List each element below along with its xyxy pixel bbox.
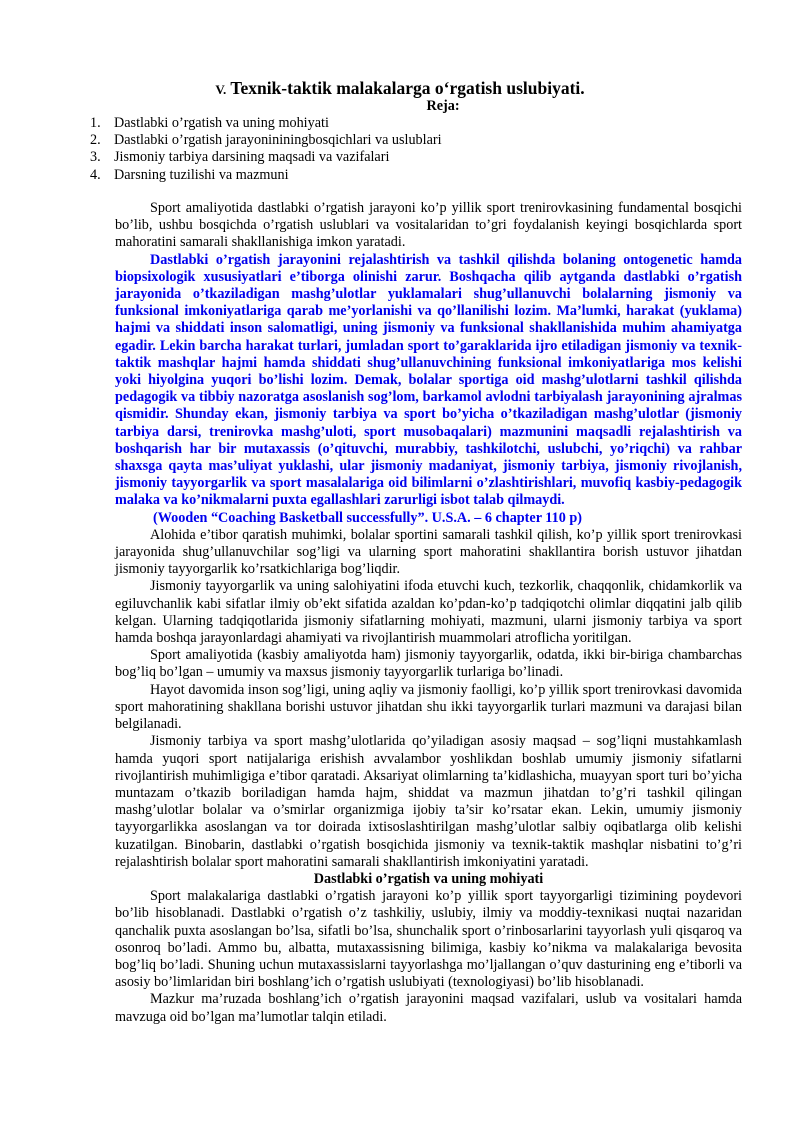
plan-label: Reja: — [426, 98, 460, 114]
plan-item-number: 2. — [90, 132, 101, 149]
chapter-title: Texnik-taktik malakalarga o‘rgatish uslubiyati. — [230, 78, 585, 98]
plan-item — [90, 149, 740, 166]
plan-list — [90, 115, 740, 184]
page-title — [0, 78, 800, 100]
plan-item — [90, 167, 740, 184]
paragraph: Mazkur ma’ruzada boshlang’ich o’rgatish jarayonini maqsad vazifalari, uslub va vositalari hamda mavzuga oid bo’lgan ma’lumotlar talqin etiladi. — [115, 991, 742, 1025]
plan-item-number: 3. — [90, 149, 101, 166]
paragraph: Sport amaliyotida dastlabki o’rgatish jarayoni ko’p yillik sport trenirovkasining fundamental bosqichi bo’lib, ushbu bosqichda o’rgatish uslublari va vositalaridan to’gri foydalanish keyingi bosqichlarda sport mahoratini samarali shakllanishiga imkon yaratadi. — [115, 200, 742, 251]
paragraph: Alohida e’tibor qaratish muhimki, bolalar sportini samarali tashkil qilish, ko’p yillik sport trenirovkasi jarayonida shug’ullanuvchilar sog’ligi va ularning sport mahoratini shakllantira borish ustuvor jihatdan jismoniy tayyorgarlik ko’rsatkichlariga bog’liqdir. — [115, 526, 742, 578]
highlighted-paragraph: Dastlabki o’rgatish jarayonini rejalashtirish va tashkil qilishda bolaning ontogenetic hamda biopsixologik xususiyatlari e’tiborga olinishi zarur. Boshqacha qilib aytganda dastlabki o’rgatish jarayonida o’tkaziladigan mashg’ulotlar yuklamalari shug’ullanuvchi bolalarning jismoniy va funksional imkoniyatlariga qarab me’yorlanishi va qo’llanilishi lozim. Ma’lumki, harakat (yuklama) hajmi va shiddati inson salomatligi, uning jismoniy va funksional shakllanishida muhim ahamiyatga egadir. Lekin barcha harakat turlari, jumladan sport to’garaklarida ijro etiladigan jismoniy va texnik-taktik mashqlar hajmi hamda shiddati shug’ullanuvchining funksional imkoniyatlariga mos kelishi yoki hiyolgina yuqori bo’lishi lozim. Demak, bolalar sportiga oid mashg’ulotlarni tashkil qilishda pedagogik va tibbiy nazoratga asoslanish sog’lom, barkamol avlodni tarbiyalash jarayonining ajralmas qismidir. Shunday ekan, jismoniy tarbiya va sport bo’yicha o’tkaziladigan mashg’ulotlar (jismoniy tarbiya darsi, trenirovka mashg’uloti, sport musobaqalari) mazmunini maqsadli rejalashtirish va boshqarish har bir mutaxassis (o’qituvchi, murabbiy, tashkilotchi, uslubchi, yo’riqchi) va rahbar shaxsga qayta mas’uliyat yuklashi, ular jismoniy madaniyat, jismoniy tarbiya, jismoniy rivojlanish, jismoniy tayyorgarlik va sport masalalariga oid bilimlarni o’zlashtirishlari, muvofiq kasbiy-pedagogik malaka va ko’nikmalarni puxta egallashlari zarurligi isbot talab qilmaydi. — [115, 251, 742, 509]
plan-item-text: Darsning tuzilishi va mazmuni — [114, 166, 289, 183]
paragraph: Sport malakalariga dastlabki o’rgatish jarayoni ko’p yillik sport tayyorgarligi tizimining poydevori bo’lib hisoblanadi. Dastlabki o’rgatish o’z tashkiliy, uslubiy, ilmiy va moddiy-texnikasi nuqtai nazaridan qanchalik puxta asoslangan bo’lsa, sifatli bo’lsa, shunchalik sport o’rinbosarlarini tayyorlash yuli qisqaroq va osonroq bo’ladi. Ammo bu, albatta, mutaxassisning bilimiga, kasbiy ko’nikma va malakalariga bevosita bog’liq bo’ladi. Shuning uchun mutaxassislarni tayyorlashga mo’ljallangan o’quv dasturining eng e’tiborli va asosiy bo’limlaridan biri boshlang’ich o’rgatish uslubiyati (texnologiyasi) bo’lib hisoblanadi. — [115, 888, 742, 991]
section-heading: Dastlabki o’rgatish va uning mohiyati — [313, 870, 544, 887]
plan-item-number: 1. — [90, 115, 101, 131]
paragraph: Jismoniy tarbiya va sport mashg’ulotlarida qo’yiladigan asosiy maqsad – sog’liqni mustahkamlash hamda yuqori sport natijalariga erishish avvalambor yoshlikdan boshlab umumiy jismoniy sifatlarni rivojlantirish muhimligiga e’tibor qaratadi. Aksariyat olimlarning ta’kidlashicha, muayyan sport turi bo’yicha muntazam o’tkazib boriladigan hamda hajm, shiddat va mazmun jihatdan to’g’ri tashkil qilingan mashg’ulotlar bolalar va o’smirlar organizmiga ijobiy ta’sir ko’rsatar ekan. Lekin, umumiy jismoniy tayyorgarlikka asoslangan va tor doirada ixtisoslashtirilgan mashg’ulotlar salbiy oqibatlarga olib kelishi kuzatilgan. Binobarin, dastlabki o’rgatish bosqichida jismoniy va texnik-taktik mashqlar nisbatini to’g’ri rejalashtirish bolalar sport mahoratini samarali shakllantirish imkoniyatini yaratadi. — [115, 733, 742, 870]
document-body — [115, 200, 742, 1026]
plan-item-text: Dastlabki o’rgatish va uning mohiyati — [114, 115, 329, 131]
paragraph: Hayot davomida inson sog’ligi, uning aqliy va jismoniy faolligi, ko’p yillik sport trenirovkasi davomida sport mahoratining shakllana borishi ustuvor jihatdan shu ikki tayyorgarlik turlari mazmuni va darajasi bilan belgilanadi. — [115, 681, 742, 733]
plan-item-text: Dastlabki o’rgatish jarayonininingbosqichlari va uslublari — [114, 132, 442, 149]
paragraph: Jismoniy tayyorgarlik va uning salohiyatini ifoda etuvchi kuch, tezkorlik, chaqqonlik, chidamkorlik va egiluvchanlik kabi sifatlar ilmiy ob’ekt sifatida azaldan ko’pdan-ko’p tadqiqotchi olimlar diqqatini jalb qilib kelgan. Ularning tadqiqotlarida jismoniy sifatlarning mohiyati, mazmuni, ularni jismoniy tarbiya va sport hamda boshqa jarayonlardagi ahamiyati va rivojlantirish muammolari atroflicha yoritilgan. — [115, 578, 742, 647]
chapter-number: V. — [215, 82, 227, 97]
paragraph: Sport amaliyotida (kasbiy amaliyotda ham) jismoniy tayyorgarlik, odatda, ikki bir-biriga chambarchas bog’liq bo’lgan – umumiy va maxsus jismoniy tayyorgarlik turlariga bo’linadi. — [115, 647, 742, 681]
citation: (Wooden “Coaching Basketball successfully”. U.S.A. – 6 chapter 110 p) — [153, 509, 582, 526]
plan-item-text: Jismoniy tarbiya darsining maqsadi va vazifalari — [114, 149, 390, 166]
plan-item-number: 4. — [90, 166, 101, 183]
plan-item — [90, 132, 740, 149]
plan-item — [90, 115, 740, 132]
